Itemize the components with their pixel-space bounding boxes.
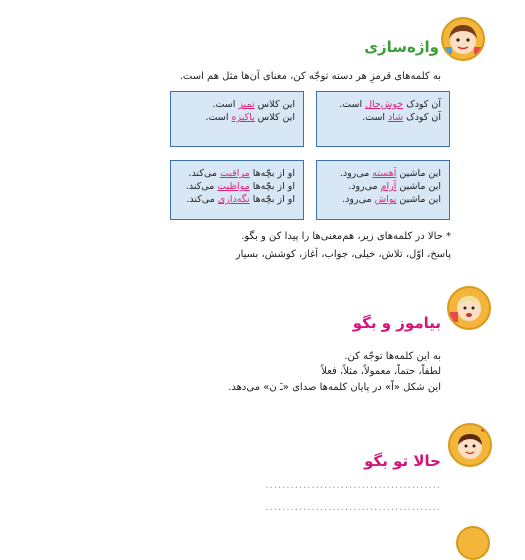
box-row: این ماشین یواش می‌رود. <box>342 194 441 205</box>
word-box-clean <box>170 91 304 147</box>
box-row: این ماشین آهسته می‌رود. <box>339 168 441 179</box>
box-row: این ماشین آرام می‌رود. <box>348 181 441 192</box>
box-row: این کلاس پاکیزه است. <box>205 112 295 123</box>
box-row: او از بچّه‌ها نگه‌داری می‌کند. <box>186 194 295 205</box>
box-row: او از بچّه‌ها مواظبت می‌کند. <box>185 181 295 192</box>
section-title-now-you-say: حالا تو بگو <box>364 452 441 470</box>
box-row: او از بچّه‌ها مراقبت می‌کند. <box>188 168 295 179</box>
box-row: آن کودک شاد است. <box>362 112 441 123</box>
word-list-text: پاسخ، اوّل، تلاش، خیلی، جواب، آغاز، کوشش، بسیار <box>235 249 451 260</box>
word-box-care <box>170 160 304 220</box>
girl-avatar-icon <box>441 17 485 61</box>
instruction-text: به کلمه‌های قرمزِ هر دسته توجّه کن، معنای آن‌ها مثل هم است. <box>179 71 441 82</box>
learn-line-2: لطفاً، حتماً، معمولاً، مثلاً، فعلاً <box>321 366 441 377</box>
word-box-slow <box>316 160 450 220</box>
answer-line-1[interactable]: .......................................... <box>265 480 441 491</box>
synonym-task-text: * حالا در کلمه‌های زیر، هم‌معنی‌ها را پیدا کن و بگو. <box>241 231 451 242</box>
next-section-avatar-icon <box>456 526 490 560</box>
learn-line-1: به این کلمه‌ها توجّه کن. <box>344 351 441 362</box>
word-box-happy <box>316 91 450 147</box>
boy-avatar-icon <box>448 423 492 467</box>
box-row: آن کودک خوش‌حال است. <box>339 99 441 110</box>
character-avatar-icon <box>447 286 491 330</box>
box-row: این کلاس تمیز است. <box>212 99 295 110</box>
section-title-learn-and-say: بیاموز و بگو <box>352 314 441 332</box>
learn-line-3: این شکل «اً» در پایان کلمه‌ها صدای «ـَ ن» می‌دهد. <box>228 382 441 393</box>
answer-line-2[interactable]: .......................................... <box>265 502 441 513</box>
section-title-vocabulary: واژه‌سازی <box>364 38 439 56</box>
